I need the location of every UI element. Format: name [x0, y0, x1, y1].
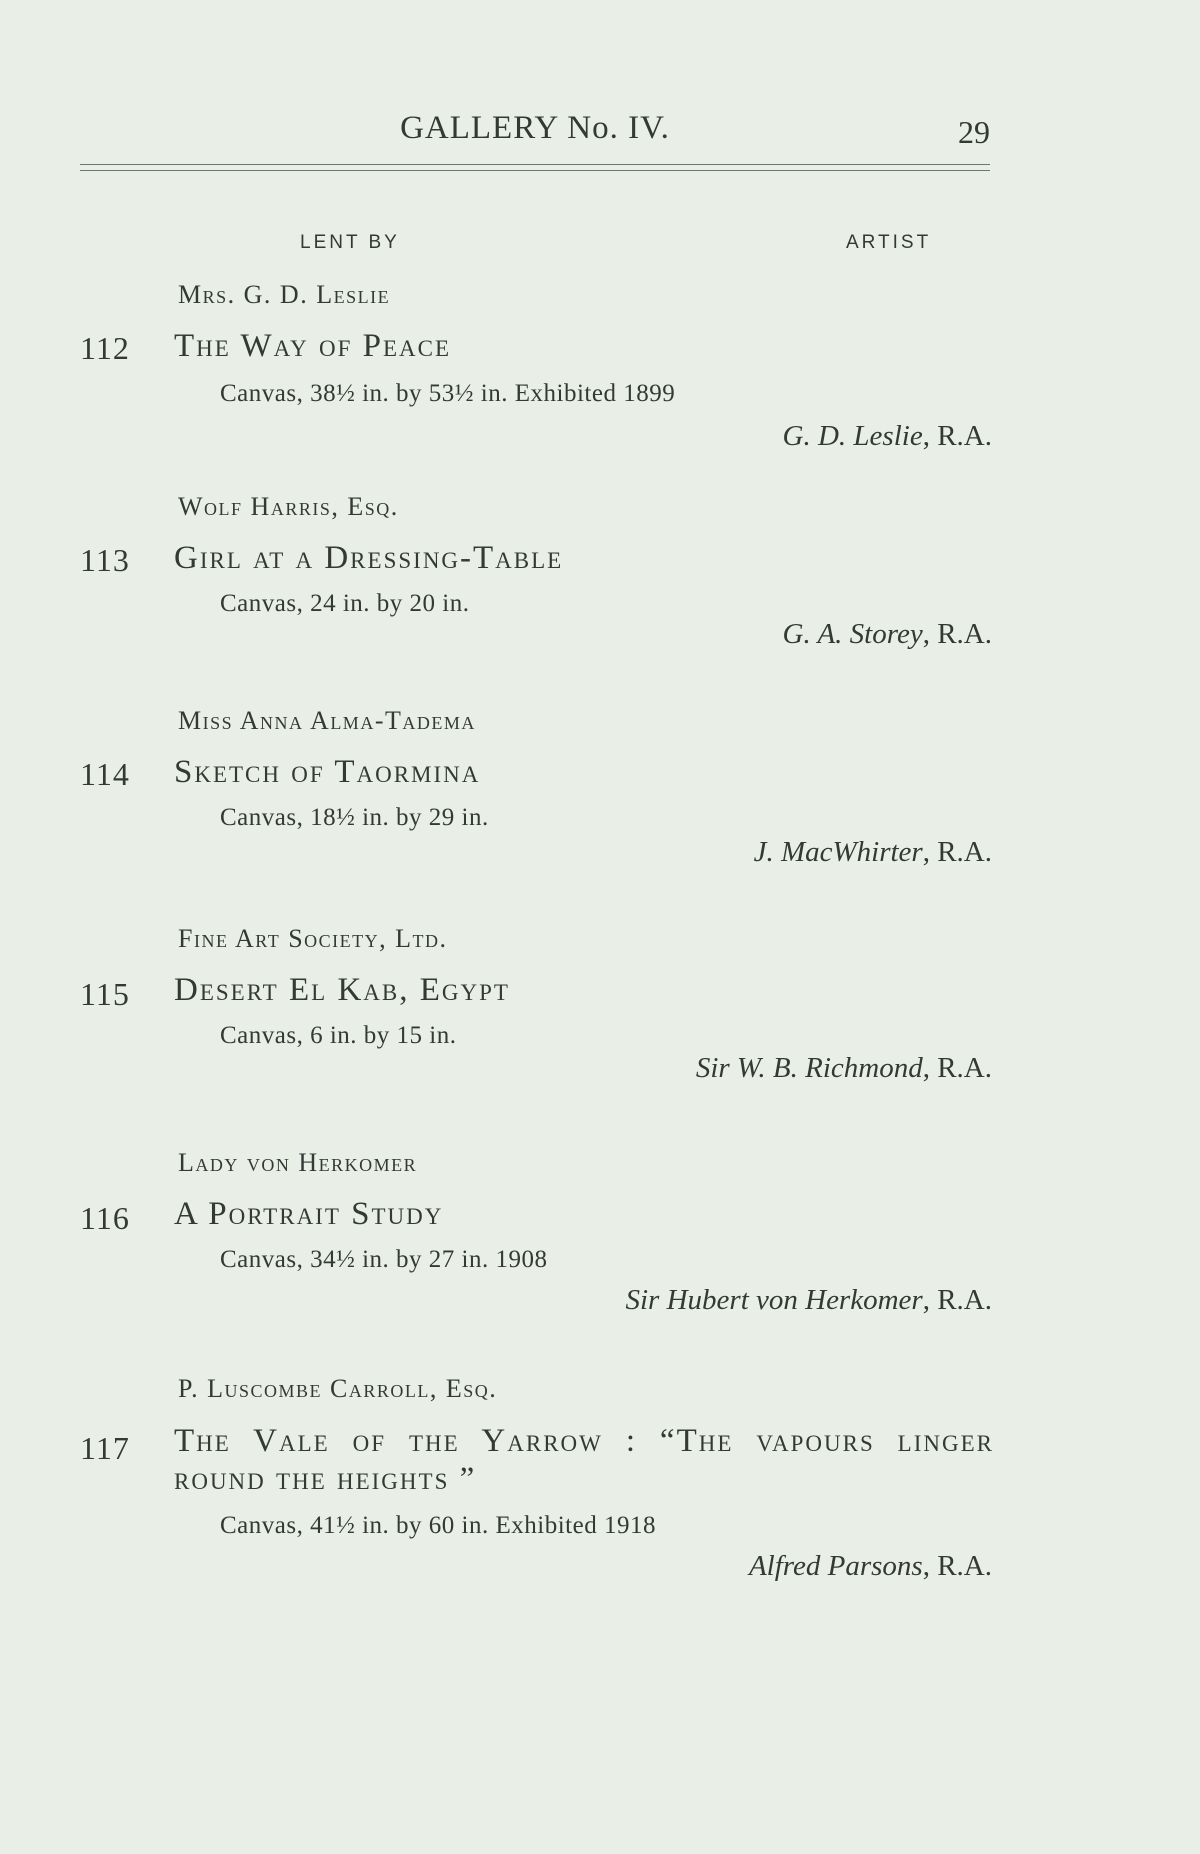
lender: Wolf Harris, Esq. — [178, 492, 399, 521]
lender: Lady von Herkomer — [178, 1148, 418, 1177]
artist-credit — [696, 1052, 992, 1085]
artwork-description: Canvas, 38½ in. by 53½ in. Exhibited 1899 — [220, 380, 676, 407]
artist-credit — [626, 1284, 993, 1317]
entry-number: 112 — [80, 330, 130, 366]
artist-suffix: , R.A. — [922, 1052, 992, 1084]
artist-credit — [749, 1550, 992, 1583]
artist-name: J. MacWhirter — [753, 836, 923, 868]
artwork-description: Canvas, 24 in. by 20 in. — [220, 590, 470, 617]
artist-suffix: , R.A. — [922, 836, 992, 868]
entry-number: 117 — [80, 1430, 130, 1466]
entry-number: 113 — [80, 542, 130, 578]
header-rule-top — [80, 164, 990, 165]
artwork-description: Canvas, 18½ in. by 29 in. — [220, 804, 489, 831]
artist-suffix: , R.A. — [922, 1550, 992, 1582]
lender: P. Luscombe Carroll, Esq. — [178, 1374, 498, 1403]
header-rule-bottom — [80, 170, 990, 171]
running-head — [80, 110, 990, 154]
lender: Miss Anna Alma-Tadema — [178, 706, 476, 735]
artist-name: Alfred Parsons — [748, 1550, 923, 1582]
artist-credit — [783, 420, 992, 453]
artwork-description: Canvas, 34½ in. by 27 in. 1908 — [220, 1246, 548, 1273]
running-title: GALLERY No. IV. — [400, 110, 670, 146]
artwork-title: Desert El Kab, Egypt — [174, 972, 510, 1008]
artist-name: Sir Hubert von Herkomer — [625, 1284, 923, 1316]
artist-heading: ARTIST — [846, 232, 932, 253]
entry-number: 116 — [80, 1200, 130, 1236]
artist-suffix: , R.A. — [922, 618, 992, 650]
artwork-description: Canvas, 6 in. by 15 in. — [220, 1022, 457, 1049]
entry-number: 114 — [80, 756, 130, 792]
lender: Mrs. G. D. Leslie — [178, 280, 391, 309]
artwork-title: The Way of Peace — [174, 328, 452, 364]
lent-by-heading: LENT BY — [300, 232, 400, 253]
artwork-description: Canvas, 41½ in. by 60 in. Exhibited 1918 — [220, 1512, 656, 1539]
artist-name: G. A. Storey — [782, 618, 923, 650]
artist-suffix: , R.A. — [922, 1284, 992, 1316]
artist-name: G. D. Leslie — [782, 420, 923, 452]
lender: Fine Art Society, Ltd. — [178, 924, 448, 953]
artist-name: Sir W. B. Richmond — [695, 1052, 923, 1084]
artwork-title: Girl at a Dressing-Table — [174, 540, 564, 576]
entry-number: 115 — [80, 976, 130, 1012]
page-number: 29 — [958, 114, 990, 150]
artwork-title: A Portrait Study — [174, 1196, 444, 1232]
artist-suffix: , R.A. — [922, 420, 992, 452]
artist-credit — [783, 618, 992, 651]
artist-credit — [754, 836, 992, 869]
artwork-title: Sketch of Taormina — [174, 754, 481, 790]
artwork-title: The Vale of the Yarrow : “The vapours linger round the heights ” — [174, 1423, 994, 1497]
